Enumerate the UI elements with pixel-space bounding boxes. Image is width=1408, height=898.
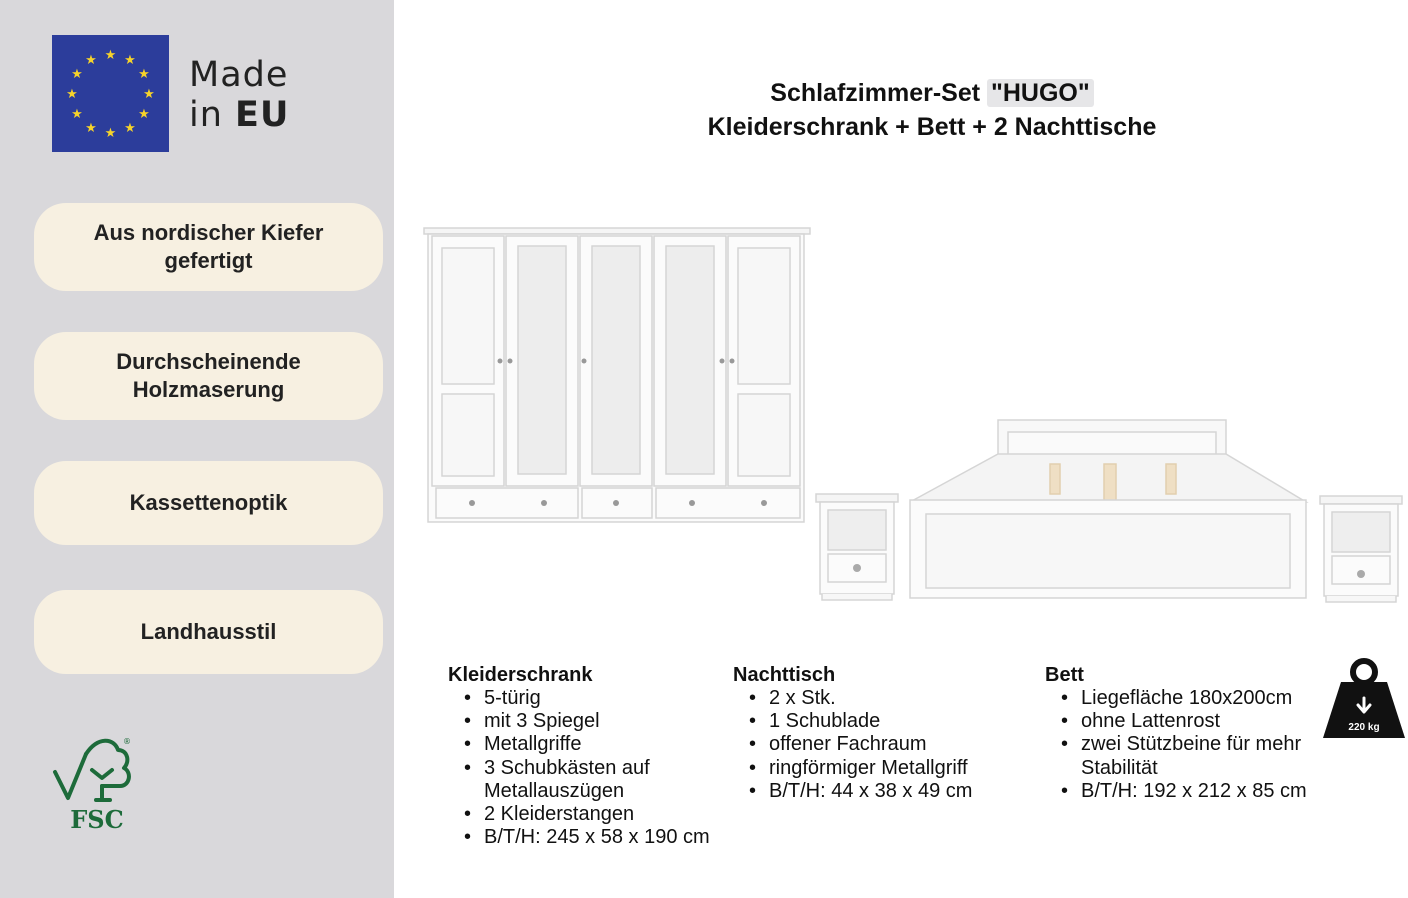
feature-pill-cassette: Kassettenoptik [34, 461, 383, 545]
list-item: • ringförmiger Metallgriff [769, 757, 1033, 780]
page-title [560, 76, 1304, 144]
list-item: • offener Fachraum [769, 733, 1033, 756]
svg-text:★: ★ [71, 67, 83, 82]
svg-text:★: ★ [138, 107, 150, 122]
in-eu-label: in EU [189, 95, 290, 135]
nightstand-right-image [1320, 496, 1402, 602]
spec-bed [1045, 663, 1325, 803]
spec-list [1045, 687, 1325, 803]
list-item: • 5-türig [484, 687, 738, 710]
svg-text:★: ★ [124, 53, 136, 68]
feature-pill-grain: Durchscheinende Holzmaserung [34, 332, 383, 420]
list-item: • B/T/H: 44 x 38 x 49 cm [769, 780, 1033, 803]
list-item: • 2 x Stk. [769, 687, 1033, 710]
furniture-illustration [420, 218, 1408, 610]
spec-heading: Nachttisch [733, 664, 836, 686]
spec-heading: Kleiderschrank [448, 664, 593, 686]
weight-label: 220 kg [1348, 722, 1380, 733]
svg-text:★: ★ [143, 87, 155, 102]
spec-wardrobe [448, 663, 738, 849]
wardrobe-image [424, 228, 810, 522]
weight-icon [1323, 658, 1405, 740]
svg-text:★: ★ [71, 107, 83, 122]
spec-heading: Bett [1045, 664, 1084, 686]
svg-text:★: ★ [66, 87, 78, 102]
product-name: "HUGO" [987, 79, 1094, 107]
svg-text:★: ★ [85, 121, 97, 136]
fsc-logo-icon [50, 732, 140, 832]
made-in-eu-label [189, 55, 289, 135]
fsc-label: FSC [70, 805, 124, 832]
svg-text:★: ★ [138, 67, 150, 82]
made-label: Made [189, 55, 289, 95]
bed-image [910, 420, 1306, 598]
list-item: • Metallgriffe [484, 733, 738, 756]
svg-text:®: ® [123, 737, 131, 746]
svg-text:★: ★ [104, 126, 117, 141]
list-item: • mit 3 Spiegel [484, 710, 738, 733]
nightstand-left-image [816, 494, 898, 600]
list-item: • zwei Stützbeine für mehr Stabilität [1081, 733, 1325, 779]
list-item: • Liegefläche 180x200cm [1081, 687, 1325, 710]
svg-text:★: ★ [85, 53, 97, 68]
svg-text:★: ★ [124, 121, 136, 136]
page-subtitle: Kleiderschrank + Bett + 2 Nachttische [707, 113, 1157, 141]
list-item: • B/T/H: 245 x 58 x 190 cm [484, 826, 738, 849]
spec-list [448, 687, 738, 849]
svg-text:★: ★ [104, 48, 117, 63]
list-item: • 1 Schublade [769, 710, 1033, 733]
eu-flag-icon [52, 35, 169, 152]
title-line: Schlafzimmer-Set "HUGO" [560, 76, 1304, 110]
list-item: • 3 Schubkästen auf Metallauszügen [484, 757, 738, 803]
feature-pill-style: Landhausstil [34, 590, 383, 674]
spec-list [733, 687, 1033, 803]
list-item: • ohne Lattenrost [1081, 710, 1325, 733]
sidebar [0, 0, 394, 898]
list-item: • B/T/H: 192 x 212 x 85 cm [1081, 780, 1325, 803]
feature-pill-material: Aus nordischer Kiefer gefertigt [34, 203, 383, 291]
list-item: • 2 Kleiderstangen [484, 803, 738, 826]
spec-nightstand [733, 663, 1033, 803]
